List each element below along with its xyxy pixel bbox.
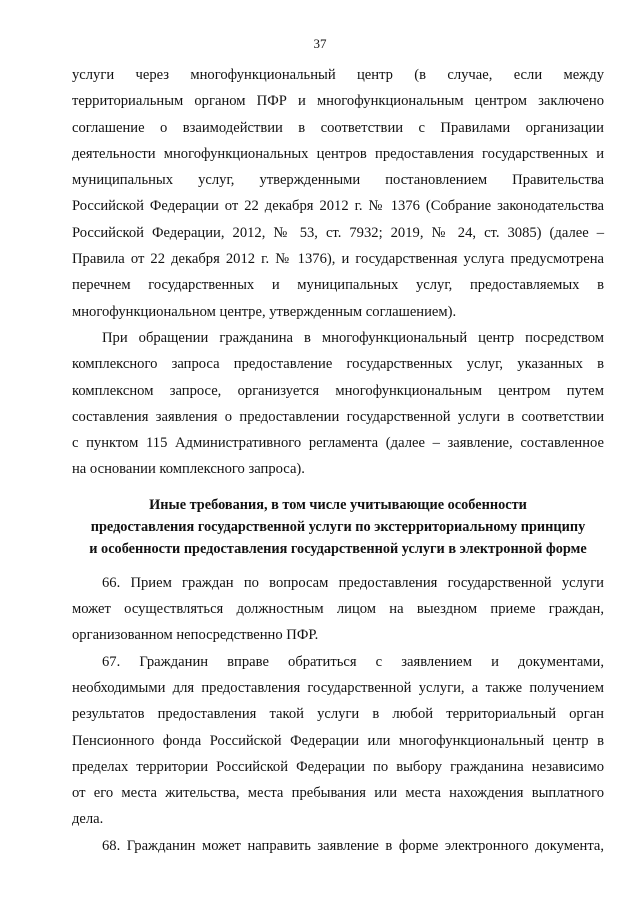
text-line: многофункциональном центре, утвержденным соглашением). (72, 303, 457, 320)
text-line: деятельности многофункциональных центров предоставления государственных и (72, 145, 604, 162)
paragraph-68 (72, 833, 604, 859)
text-line: необходимыми для предоставления государственной услуги, а также получением (72, 679, 604, 696)
text-line: При обращении гражданина в многофункциональный центр посредством (102, 329, 604, 346)
text-line: 68. Гражданин может направить заявление в форме электронного документа, (102, 837, 604, 854)
paragraph-mfc-services (72, 62, 604, 325)
text-line: организованном непосредственно ПФР. (72, 627, 319, 644)
text-line: перечнем государственных и муниципальных услуг, предоставляемых в (72, 277, 604, 294)
text-line: 67. Гражданин вправе обратиться с заявлением и документами, (102, 653, 604, 670)
text-line: Российской Федерации, 2012, № 53, ст. 7932; 2019, № 24, ст. 3085) (далее – (72, 224, 604, 241)
text-line: результатов предоставления такой услуги в любой территориальный орган (72, 706, 604, 723)
spacer (72, 560, 604, 570)
text-line: может осуществляться должностным лицом на выездном приеме граждан, (72, 601, 604, 618)
text-line: от его места жительства, места пребывания или места нахождения выплатного (72, 785, 604, 802)
spacer (72, 483, 604, 494)
text-line: территориальным органом ПФР и многофункциональным центром заключено (72, 93, 604, 110)
document-body (72, 62, 604, 859)
heading-line: Иные требования, в том числе учитывающие особенности (149, 496, 527, 513)
heading-line: предоставления государственной услуги по экстерриториальному принципу (90, 518, 586, 535)
text-line: комплексном запросе, организуется многофункциональным центром путем (72, 382, 604, 399)
section-heading (64, 494, 612, 560)
text-line: 66. Прием граждан по вопросам предоставления государственной услуги (102, 574, 604, 591)
paragraph-67 (72, 649, 604, 833)
text-line: с пунктом 115 Административного регламента (далее – заявление, составленное (72, 435, 604, 452)
paragraph-complex-request (72, 325, 604, 483)
text-line: Российской Федерации от 22 декабря 2012 г. № 1376 (Собрание законодательства (72, 198, 604, 215)
text-line: на основании комплексного запроса). (72, 461, 305, 478)
heading-line: и особенности предоставления государственной услуги в электронной форме (89, 540, 587, 557)
text-line: комплексного запроса предоставление государственных услуг, указанных в (72, 356, 604, 373)
page-number: 37 (313, 36, 327, 51)
text-line: услуги через многофункциональный центр (в случае, если между (72, 67, 604, 83)
text-line: пределах территории Российской Федерации по выбору гражданина независимо (72, 758, 604, 775)
text-line: муниципальных услуг, утвержденными постановлением Правительства (72, 172, 604, 189)
text-line: Пенсионного фонда Российской Федерации или многофункциональный центр в (72, 732, 604, 749)
text-line: соглашение о взаимодействии в соответствии с Правилами организации (72, 119, 604, 136)
text-line: составления заявления о предоставлении государственной услуги в соответствии (72, 408, 604, 425)
paragraph-66 (72, 570, 604, 649)
text-line: дела. (72, 811, 104, 828)
text-line: Правила от 22 декабря 2012 г. № 1376), и государственная услуга предусмотрена (72, 251, 604, 268)
